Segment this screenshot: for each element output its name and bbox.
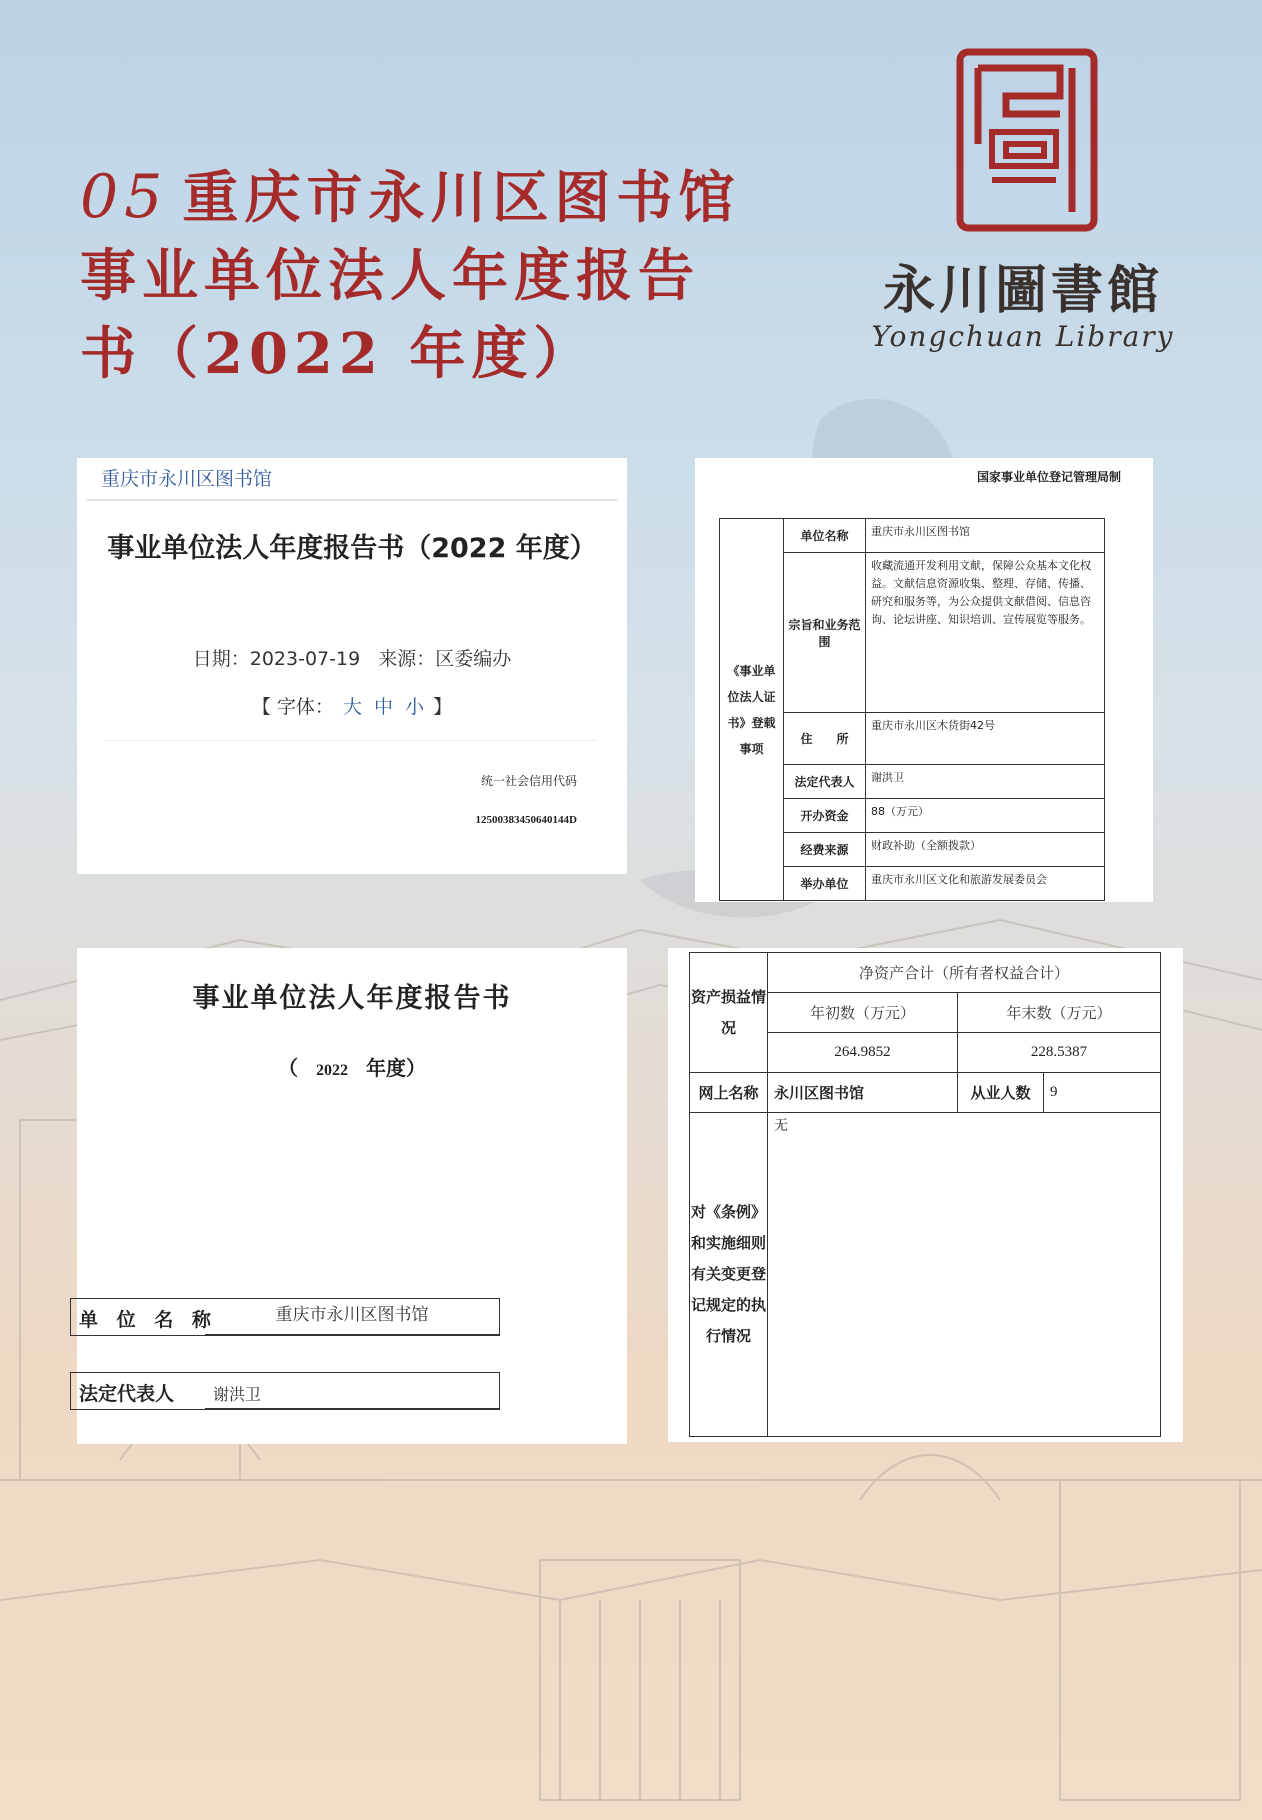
row-label: 举办单位 xyxy=(784,867,866,901)
unit-name-label: 单 位 名 称 xyxy=(79,1309,217,1331)
row-label: 法定代表人 xyxy=(784,765,866,799)
row-label: 住 所 xyxy=(784,713,866,765)
legal-rep-value: 谢洪卫 xyxy=(205,1373,499,1410)
row-label: 宗旨和业务范围 xyxy=(784,553,866,713)
article-source: 来源：区委编办 xyxy=(378,648,512,670)
row-value: 重庆市永川区木货街42号 xyxy=(866,713,1105,765)
assets-table-screenshot xyxy=(668,948,1183,1442)
staff-count-value: 9 xyxy=(1044,1073,1161,1113)
begin-year-header: 年初数（万元） xyxy=(768,993,958,1033)
report-year xyxy=(77,1052,627,1081)
change-registration-value: 无 xyxy=(768,1113,1161,1437)
divider xyxy=(87,499,617,501)
certificate-table xyxy=(719,518,1105,901)
page-title xyxy=(80,158,740,393)
title-line-1 xyxy=(80,158,740,237)
row-label: 经费来源 xyxy=(784,833,866,867)
article-heading: 事业单位法人年度报告书（2022 年度） xyxy=(107,533,597,564)
row-value: 重庆市永川区文化和旅游发展委员会 xyxy=(866,867,1105,901)
asset-side-label: 资产损益情况 xyxy=(690,953,768,1073)
web-name-label: 网上名称 xyxy=(690,1073,768,1113)
row-value: 谢洪卫 xyxy=(866,765,1105,799)
certificate-side-label: 《事业单位法人证书》登载事项 xyxy=(720,519,784,901)
title-line-1-text: 重庆市永川区图书馆 xyxy=(182,165,741,231)
legal-rep-field xyxy=(70,1372,500,1410)
certificate-table-screenshot xyxy=(695,458,1153,902)
row-label: 单位名称 xyxy=(784,519,866,553)
report-cover-screenshot xyxy=(77,948,627,1444)
article-date: 日期：2023-07-19 xyxy=(192,648,361,670)
logo-english-name: Yongchuan Library xyxy=(871,320,1175,353)
assets-table xyxy=(689,952,1161,1437)
font-size-switcher xyxy=(77,692,627,719)
credit-code-label: 统一社会信用代码 xyxy=(480,774,577,788)
issuing-bureau: 国家事业单位登记管理局制 xyxy=(976,470,1121,484)
change-registration-label: 对《条例》和实施细则有关变更登记规定的执行情况 xyxy=(690,1113,768,1437)
title-line-2: 事业单位法人年度报告 xyxy=(80,243,700,309)
font-small-link[interactable]: 小 xyxy=(405,696,425,718)
divider xyxy=(105,740,597,741)
year-close: 年度） xyxy=(366,1056,426,1080)
row-value: 收藏流通开发利用文献，保障公众基本文化权益。文献信息资源收集、整理、存储、传播、研究和服务等，为公众提供文献借阅、信息咨询、论坛讲座、知识培训、宣传展览等服务。 xyxy=(866,553,1105,713)
end-year-header: 年末数（万元） xyxy=(958,993,1161,1033)
table-row xyxy=(690,1113,1161,1437)
logo-chinese-name: 永川圖書館 xyxy=(882,260,1163,321)
title-line-3: 书（2022 年度） xyxy=(80,321,596,387)
unit-name-field xyxy=(70,1298,500,1336)
announcement-screenshot xyxy=(77,458,627,874)
report-cover-heading: 事业单位法人年度报告书 xyxy=(192,983,512,1014)
begin-year-value: 264.9852 xyxy=(768,1033,958,1073)
end-year-value: 228.5387 xyxy=(958,1033,1161,1073)
year-open: （ xyxy=(278,1056,298,1080)
web-name-value: 永川区图书馆 xyxy=(768,1073,958,1113)
row-value: 重庆市永川区图书馆 xyxy=(866,519,1105,553)
legal-rep-label: 法定代表人 xyxy=(79,1383,175,1405)
library-seal-icon xyxy=(956,48,1098,232)
credit-code-value: 12500383450640144D xyxy=(475,814,577,826)
font-medium-link[interactable]: 中 xyxy=(374,696,394,718)
unit-name-value: 重庆市永川区图书馆 xyxy=(205,1299,499,1336)
font-switcher-open: 【 字体： xyxy=(251,696,334,718)
library-logo xyxy=(858,48,1188,368)
title-number: 05 xyxy=(80,162,169,232)
year-value: 2022 xyxy=(316,1062,348,1079)
table-row xyxy=(720,519,1105,553)
row-value: 财政补助（全额拨款） xyxy=(866,833,1105,867)
net-asset-header: 净资产合计（所有者权益合计） xyxy=(768,953,1161,993)
staff-count-label: 从业人数 xyxy=(958,1073,1044,1113)
row-label: 开办资金 xyxy=(784,799,866,833)
row-value: 88（万元） xyxy=(866,799,1105,833)
font-large-link[interactable]: 大 xyxy=(342,696,362,718)
table-row xyxy=(690,953,1161,993)
font-switcher-close: 】 xyxy=(433,696,453,718)
article-meta xyxy=(77,644,627,671)
table-row xyxy=(690,1073,1161,1113)
site-name-link[interactable]: 重庆市永川区图书馆 xyxy=(101,469,273,490)
